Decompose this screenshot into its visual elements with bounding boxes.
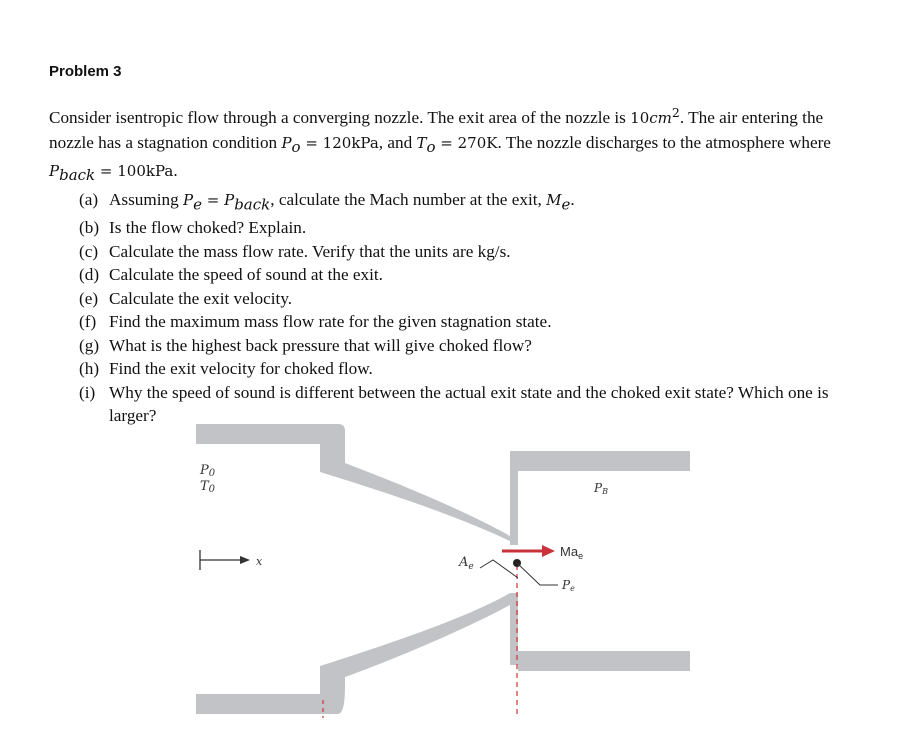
intro-text-4: . The nozzle discharges to the atmosphere where [497,132,831,152]
stagnation-temperature: $T_o = 270K$ [416,133,498,156]
problem-intro: Consider isentropic flow through a converging nozzle. The exit area of the nozzle is $10cm^2$. The air entering the nozzle has a stagnation condition $P_o = 120kPa$, and $T_o = 270K$. The nozzle discharges to the atmosphere where $P_{back} = 100kPa$. [49,105,831,184]
mach-arrow-head [542,545,555,557]
question-item: (d) Calculate the speed of sound at the exit. [79,265,383,285]
intro-text-1: Consider isentropic flow through a converging nozzle. The exit area of the nozzle is [49,108,631,127]
ae-leader-line [480,560,518,578]
x-axis-arrowhead [240,556,250,564]
nozzle-diagram [190,420,700,720]
exit-mach-label: $Ma_e$ [560,544,584,561]
back-pressure-label: PB [594,481,608,496]
problem-title: Problem 3 [49,63,122,80]
question-item: (a) Assuming $P_e = P_{back}$, calculate the Mach number at the exit, $M_e$. [79,189,575,213]
question-item: (f) Find the maximum mass flow rate for the given stagnation state. [79,312,552,332]
stagnation-temperature-label: T0 [200,479,216,495]
question-item: (i) Why the speed of sound is different between the actual exit state and the choked exit state? Which one is larger? [79,382,829,426]
x-axis-label: x [256,555,263,568]
lower-back-duct-wall [518,651,690,671]
intro-text-2: . The air entering the nozzle has a stagnation condition [49,108,824,152]
question-item: (b) Is the flow choked? Explain. [79,218,307,238]
back-pressure: $P_{back} = 100kPa$ [49,162,174,184]
upper-back-duct-wall [510,451,690,545]
question-item: (c) Calculate the mass flow rate. Verify that the units are kg/s. [79,241,511,261]
pe-leader-line [517,563,558,585]
lower-nozzle-wall [196,593,518,714]
intro-text-3: , and [378,132,417,152]
stagnation-pressure-label: P0 [200,463,216,479]
exit-pressure-label: Pe [562,578,575,593]
problem-statement [49,101,849,428]
question-list [49,188,849,428]
stagnation-pressure: $P_o = 120kPa$ [281,133,379,156]
question-item: (e) Calculate the exit velocity. [79,288,293,308]
question-item: (g) What is the highest back pressure that will give choked flow? [79,335,532,355]
question-item: (h) Find the exit velocity for choked flow. [79,359,373,379]
upper-nozzle-wall [196,424,518,545]
exit-area-value: $10cm^2$ [630,105,680,127]
exit-area-label: $A_e$ [459,555,474,572]
